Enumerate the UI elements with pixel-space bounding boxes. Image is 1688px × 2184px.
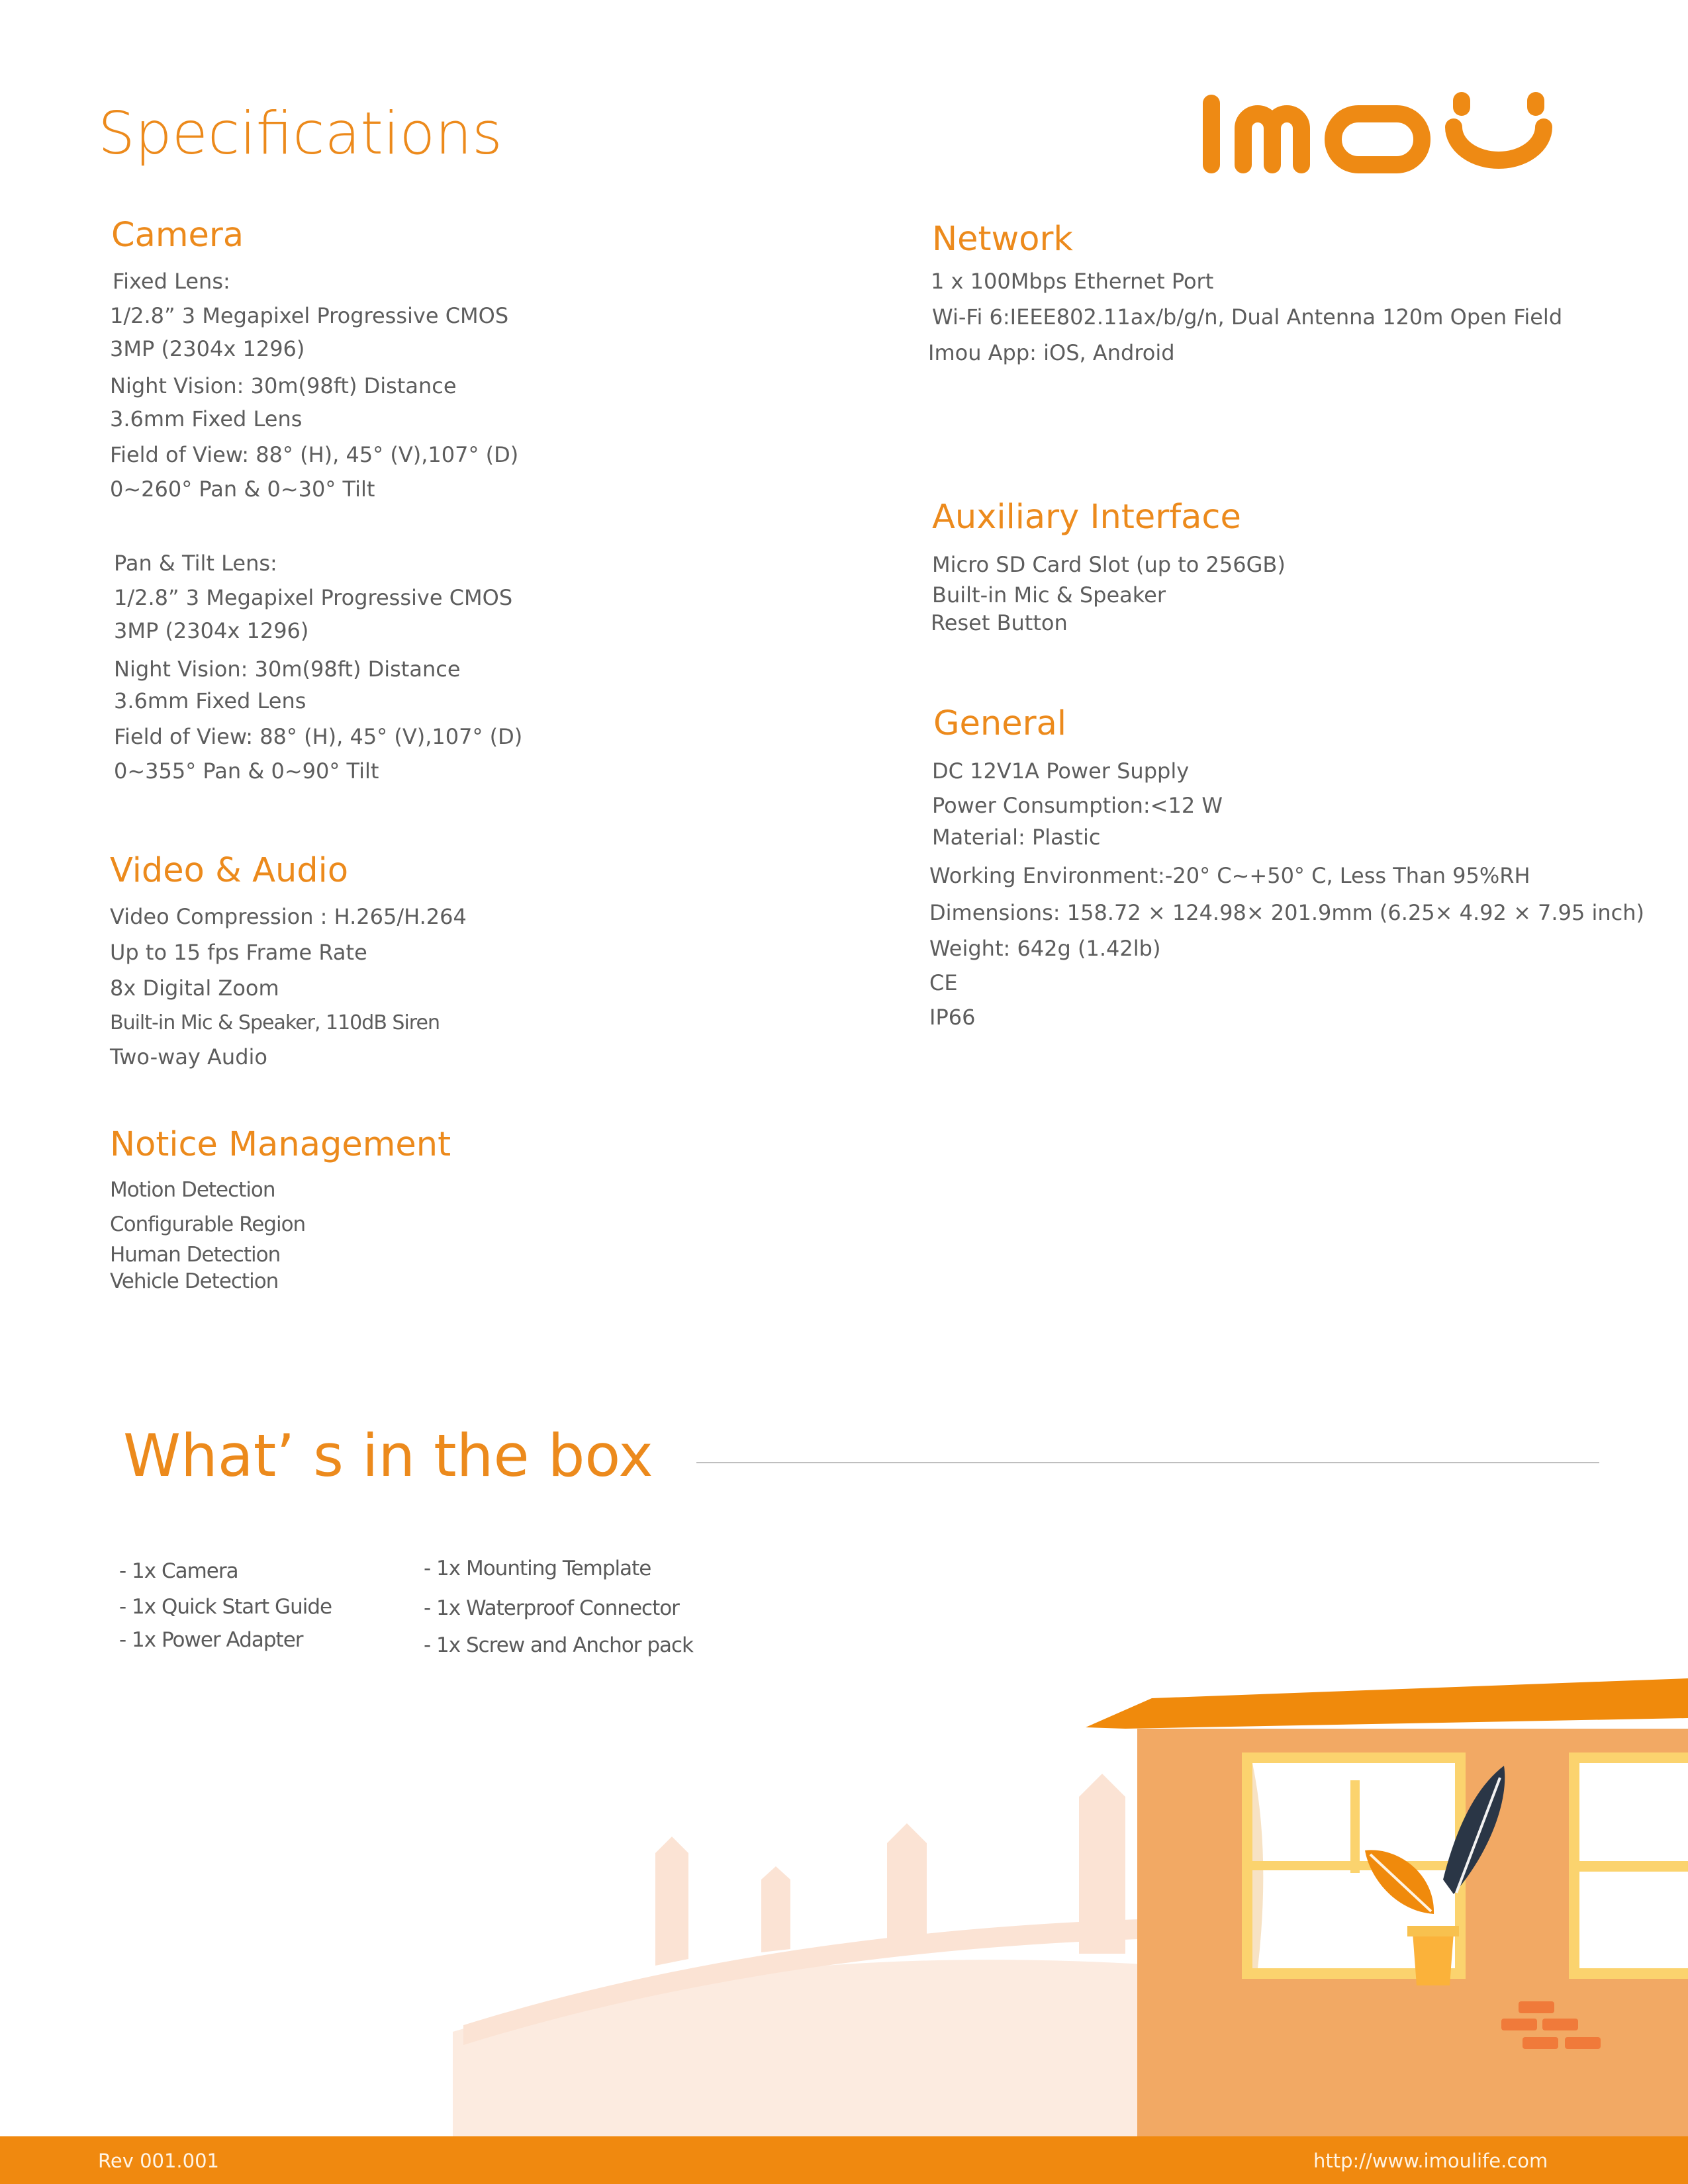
- spec-line: Motion Detection: [110, 1178, 275, 1202]
- spec-line: 0~355° Pan & 0~90° Tilt: [114, 758, 379, 784]
- camera-heading: Camera: [111, 216, 244, 255]
- spec-line: Two-way Audio: [110, 1044, 267, 1069]
- spec-line: Working Environment:-20° C~+50° C, Less Than 95%RH: [929, 863, 1530, 888]
- general-heading: General: [933, 704, 1066, 743]
- house-illustration: [0, 1655, 1688, 2138]
- svg-text:imou: imou: [1197, 90, 1199, 91]
- box-item: - 1x Mounting Template: [424, 1557, 651, 1580]
- spec-line: Night Vision: 30m(98ft) Distance: [114, 657, 461, 682]
- spec-line: Video Compression : H.265/H.264: [110, 904, 467, 929]
- box-item: - 1x Camera: [119, 1559, 238, 1583]
- box-item: - 1x Power Adapter: [119, 1628, 303, 1652]
- video-audio-heading: Video & Audio: [110, 851, 349, 890]
- spec-line: Reset Button: [931, 610, 1068, 635]
- revision-label: Rev 001.001: [98, 2150, 219, 2172]
- spec-line: DC 12V1A Power Supply: [932, 758, 1190, 784]
- spec-line: Built-in Mic & Speaker: [932, 582, 1166, 608]
- spec-line: Vehicle Detection: [110, 1269, 279, 1293]
- spec-line: Field of View: 88° (H), 45° (V),107° (D): [114, 724, 523, 749]
- spec-line: Imou App: iOS, Android: [928, 340, 1175, 365]
- spec-line: 3.6mm Fixed Lens: [110, 406, 303, 432]
- spec-line: Field of View: 88° (H), 45° (V),107° (D): [110, 442, 519, 467]
- spec-line: Night Vision: 30m(98ft) Distance: [110, 373, 457, 398]
- spec-line: 3MP (2304x 1296): [110, 336, 305, 361]
- box-item: - 1x Screw and Anchor pack: [424, 1633, 693, 1657]
- box-item: - 1x Waterproof Connector: [424, 1596, 679, 1620]
- page-title: Specifications: [98, 99, 502, 167]
- spec-line: Material: Plastic: [932, 825, 1101, 850]
- auxiliary-heading: Auxiliary Interface: [932, 498, 1241, 537]
- spec-line: 1/2.8” 3 Megapixel Progressive CMOS: [114, 585, 513, 610]
- spec-line: Dimensions: 158.72 × 124.98× 201.9mm (6.25× 4.92 × 7.95 inch): [929, 900, 1644, 925]
- spec-line: Human Detection: [110, 1243, 281, 1267]
- spec-line: 8x Digital Zoom: [110, 976, 279, 1001]
- network-heading: Network: [932, 220, 1073, 259]
- spec-line: Fixed Lens:: [113, 269, 230, 294]
- spec-line: 1/2.8” 3 Megapixel Progressive CMOS: [110, 303, 509, 328]
- divider: [696, 1462, 1599, 1463]
- spec-line: 3MP (2304x 1296): [114, 618, 309, 643]
- spec-line: IP66: [929, 1005, 976, 1030]
- spec-line: Weight: 642g (1.42lb): [929, 936, 1161, 961]
- spec-line: Configurable Region: [110, 1212, 306, 1236]
- spec-line: 0~260° Pan & 0~30° Tilt: [110, 477, 375, 502]
- spec-line: 3.6mm Fixed Lens: [114, 688, 306, 713]
- spec-line: CE: [929, 970, 958, 995]
- website-link[interactable]: http://www.imoulife.com: [1313, 2150, 1548, 2172]
- imou-logo: [1197, 90, 1554, 179]
- spec-line: 1 x 100Mbps Ethernet Port: [931, 269, 1214, 294]
- box-item: - 1x Quick Start Guide: [119, 1595, 332, 1619]
- box-heading: What’ s in the box: [123, 1422, 653, 1490]
- spec-line: Pan & Tilt Lens:: [114, 551, 277, 576]
- footer-bar: [0, 2136, 1688, 2184]
- notice-heading: Notice Management: [110, 1125, 451, 1164]
- spec-line: Power Consumption:<12 W: [932, 793, 1223, 818]
- spec-line: Up to 15 fps Frame Rate: [110, 940, 367, 965]
- spec-line: Micro SD Card Slot (up to 256GB): [932, 552, 1286, 577]
- spec-line: Built-in Mic & Speaker, 110dB Siren: [110, 1011, 440, 1034]
- spec-line: Wi-Fi 6:IEEE802.11ax/b/g/n, Dual Antenna 120m Open Field: [932, 304, 1563, 330]
